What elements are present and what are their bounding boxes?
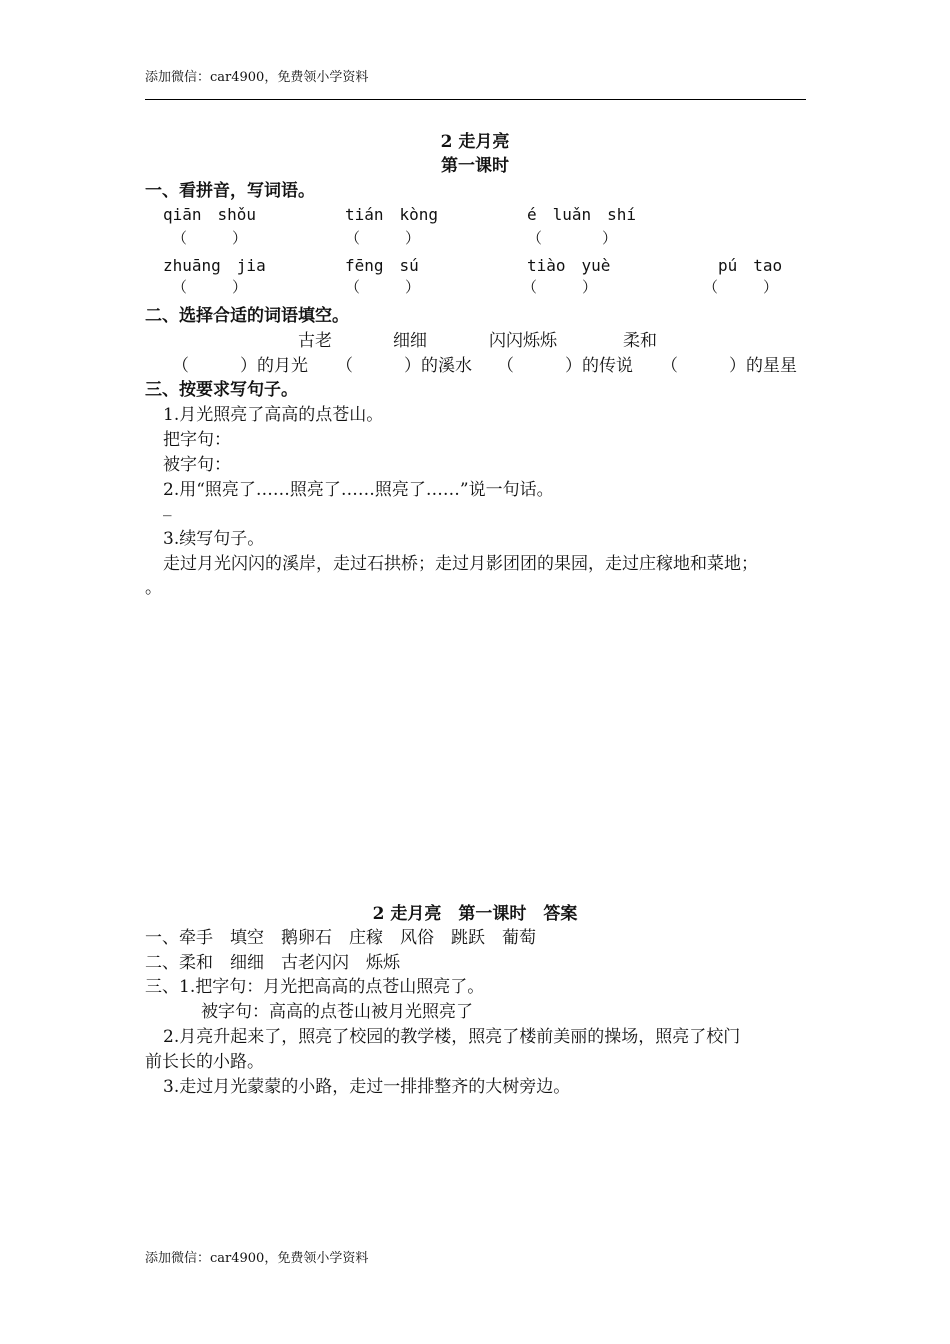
pinyin: tiào yuè [527,256,611,275]
bei-sentence-label: 被字句： [163,455,231,475]
page-footer: 添加微信：car4900，免费领小学资料 [145,1251,369,1266]
answer-blank[interactable]: （ ） [172,229,248,247]
answer-2: 二、柔和 细细 古老闪闪 烁烁 [145,953,400,973]
pinyin: tián kòng [345,205,439,224]
pinyin: é luǎn shí [527,205,637,224]
question-1: 1.月光照亮了高高的点苍山。 [163,405,384,425]
word-choice: 闪闪烁烁 [489,331,557,351]
answer-blank[interactable]: （ ） [703,278,779,296]
answer-3-1: 三、1.把字句：月光把高高的点苍山照亮了。 [145,977,485,997]
question-3: 3.续写句子。 [163,529,265,549]
answer-3-3: 3.走过月光蒙蒙的小路，走过一排排整齐的大树旁边。 [163,1077,571,1097]
fill-blank[interactable]: （ ）的星星 [661,356,797,376]
section3-heading: 三、按要求写句子。 [145,380,298,400]
section1-heading: 一、看拼音，写词语。 [145,181,315,201]
header-rule [145,99,806,100]
pinyin: zhuāng jia [163,256,266,275]
answer-blank[interactable]: （ ） [522,278,598,296]
ba-sentence-label: 把字句： [163,430,231,450]
word-choice: 古老 [298,331,332,351]
fill-blank[interactable]: （ ）的溪水 [336,356,472,376]
question-2: 2.用“照亮了……照亮了……照亮了……”说一句话。 [163,480,554,500]
lesson-title: 2 走月亮 [440,132,510,152]
word-choice: 柔和 [623,331,657,351]
answer-3-2: 2.月亮升起来了，照亮了校园的教学楼，照亮了楼前美丽的操场，照亮了校门 [163,1027,741,1047]
word-choice: 细细 [393,331,427,351]
answer-3-2-cont: 前长长的小路。 [145,1052,264,1072]
answer-line[interactable]: _ [163,497,172,517]
section2-heading: 二、选择合适的词语填空。 [145,306,349,326]
fill-blank[interactable]: （ ）的传说 [497,356,633,376]
lesson-subtitle: 第一课时 [441,156,509,176]
answer-3-1-bei: 被字句：高高的点苍山被月光照亮了 [201,1002,473,1022]
answers-title: 2 走月亮 第一课时 答案 [372,904,578,924]
page-header: 添加微信：car4900，免费领小学资料 [145,70,369,85]
answer-blank[interactable]: （ ） [345,278,421,296]
question-3-text: 走过月光闪闪的溪岸，走过石拱桥；走过月影团团的果园，走过庄稼地和菜地； [163,554,758,574]
pinyin: qiān shǒu [163,205,257,224]
answer-blank[interactable]: （ ） [172,278,248,296]
answer-blank[interactable]: （ ） [527,229,618,247]
pinyin: pú tao [718,256,783,275]
pinyin: fēng sú [345,256,419,275]
fill-blank[interactable]: （ ）的月光 [172,356,308,376]
answer-1: 一、牵手 填空 鹅卵石 庄稼 风俗 跳跃 葡萄 [145,928,536,948]
question-3-end: 。 [145,578,162,598]
answer-blank[interactable]: （ ） [345,229,421,247]
